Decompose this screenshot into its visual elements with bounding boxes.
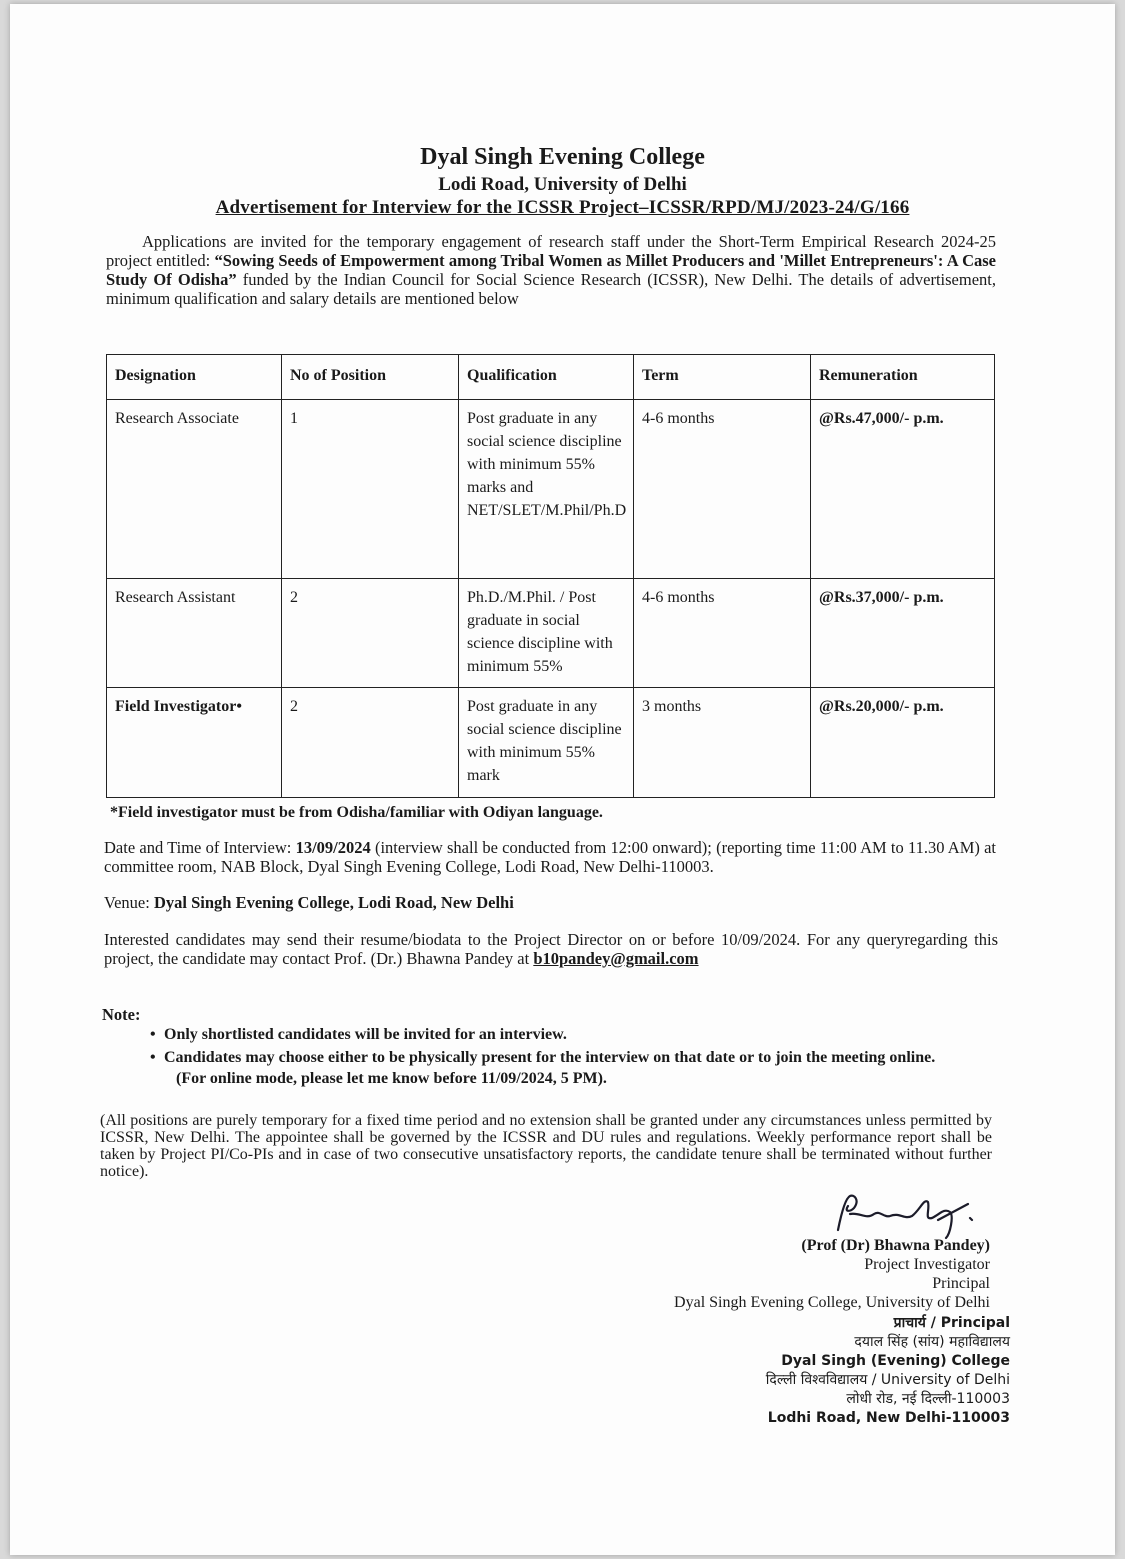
table-row xyxy=(107,579,995,688)
cell-qualification: Ph.D./M.Phil. / Post graduate in social science discipline with minimum 55% xyxy=(459,579,634,688)
header-remuneration: Remuneration xyxy=(811,355,995,400)
cell-term: 4-6 months xyxy=(634,400,811,579)
table-row xyxy=(107,688,995,798)
stamp-line: Lodhi Road, New Delhi-110003 xyxy=(767,1410,1010,1426)
stamp-line: दिल्ली विश्वविद्यालय / University of Delhi xyxy=(765,1372,1010,1388)
cell-remuneration: @Rs.47,000/- p.m. xyxy=(811,400,995,579)
signatory-org: Dyal Singh Evening College, University of Delhi xyxy=(674,1294,990,1311)
interview-datetime xyxy=(104,838,996,876)
stamp-line: लोधी रोड, नई दिल्ली-110003 xyxy=(846,1391,1010,1407)
signatory-title: Principal xyxy=(932,1275,990,1292)
venue-value: Dyal Singh Evening College, Lodi Road, New Delhi xyxy=(153,893,514,912)
cell-qualification: Post graduate in any social science discipline with minimum 55% marks and NET/SLET/M.Phil/Ph.D xyxy=(459,400,634,579)
stamp-line: Dyal Singh (Evening) College xyxy=(781,1353,1010,1369)
positions-table xyxy=(106,354,995,798)
header-designation: Designation xyxy=(107,355,282,400)
venue-label: Venue: xyxy=(104,893,154,912)
table-header-row xyxy=(107,355,995,400)
intro-text-after: funded by the Indian Council for Social Science Research (ICSSR), New Delhi. The details of advertisement, minimum qualification and salary details are mentioned below xyxy=(106,270,996,308)
note-label: Note: xyxy=(102,1005,141,1024)
stamp-line: प्राचार्य / Principal xyxy=(893,1315,1010,1331)
cell-positions: 2 xyxy=(282,579,459,688)
header-qualification: Qualification xyxy=(459,355,634,400)
list-item: • Candidates may choose either to be physically present for the interview on that date or to join the meeting online. xyxy=(150,1049,936,1066)
signatory-block xyxy=(610,1236,990,1312)
handwritten-signature xyxy=(820,1190,980,1240)
document-page xyxy=(10,4,1115,1555)
bullet-icon: • xyxy=(150,1049,156,1066)
bullet-icon: • xyxy=(150,1026,156,1043)
header-positions: No of Position xyxy=(282,355,459,400)
interview-details: (interview shall be conducted from 12:00 onward); (reporting time 11:00 AM to 11.30 AM) at committee room, NAB Block, Dyal Singh Evening College, Lodi Road, New Delhi-110003. xyxy=(104,838,996,876)
closing-paragraph: (All positions are purely temporary for a fixed time period and no extension shall be granted under any circumstances unless permitted by ICSSR, New Delhi. The appointee shall be governed by the ICSSR and DU rules and regulations. Weekly performance report shall be taken by Project PI/Co-PIs and in case of two consecutive unsatisfactory reports, the candidate tenure shall be terminated without further notice). xyxy=(100,1112,992,1180)
list-item: • Only shortlisted candidates will be invited for an interview. xyxy=(150,1026,567,1043)
cell-designation: Research Assistant xyxy=(107,579,282,688)
table-row xyxy=(107,400,995,579)
field-investigator-footnote: *Field investigator must be from Odisha/familiar with Odiyan language. xyxy=(110,804,603,821)
signatory-role: Project Investigator xyxy=(864,1256,990,1273)
project-title: “Sowing Seeds of Empowerment among Tribal Women as Millet Producers and 'Millet Entrepreneurs': A Case Study Of Odisha” xyxy=(106,251,996,289)
header-term: Term xyxy=(634,355,811,400)
cell-term: 4-6 months xyxy=(634,579,811,688)
cell-term: 3 months xyxy=(634,688,811,798)
signatory-name: (Prof (Dr) Bhawna Pandey) xyxy=(801,1237,990,1254)
cell-designation: Research Associate xyxy=(107,400,282,579)
cell-positions: 2 xyxy=(282,688,459,798)
cell-positions: 1 xyxy=(282,400,459,579)
advertisement-heading: Advertisement for Interview for the ICSSR Project–ICSSR/RPD/MJ/2023-24/G/166 xyxy=(215,197,910,218)
note-list xyxy=(150,1024,1000,1089)
college-name: Dyal Singh Evening College xyxy=(420,144,705,170)
contact-text: Interested candidates may send their resume/biodata to the Project Director on or before 10/09/2024. For any queryregarding this project, the candidate may contact Prof. (Dr.) Bhawna Pandey at xyxy=(104,930,998,968)
cell-remuneration: @Rs.20,000/- p.m. xyxy=(811,688,995,798)
stamp-line: दयाल सिंह (सांय) महाविद्यालय xyxy=(854,1334,1010,1350)
cell-qualification: Post graduate in any social science discipline with minimum 55% mark xyxy=(459,688,634,798)
interview-date: 13/09/2024 xyxy=(295,838,371,857)
interview-label: Date and Time of Interview: xyxy=(104,838,296,857)
intro-text-before: Applications are invited for the temporary engagement of research staff under the Short-Term Empirical Research 2024-25 project entitled: xyxy=(106,232,996,270)
intro-paragraph xyxy=(106,232,996,308)
venue-line xyxy=(104,893,514,913)
note-sub-text: (For online mode, please let me know before 11/09/2024, 5 PM). xyxy=(176,1070,607,1087)
contact-email-link[interactable]: b10pandey@gmail.com xyxy=(533,949,699,968)
principal-stamp xyxy=(710,1314,1010,1428)
cell-remuneration: @Rs.37,000/- p.m. xyxy=(811,579,995,688)
contact-paragraph xyxy=(104,930,998,968)
cell-designation: Field Investigator• xyxy=(107,688,282,798)
college-address: Lodi Road, University of Delhi xyxy=(438,174,687,195)
